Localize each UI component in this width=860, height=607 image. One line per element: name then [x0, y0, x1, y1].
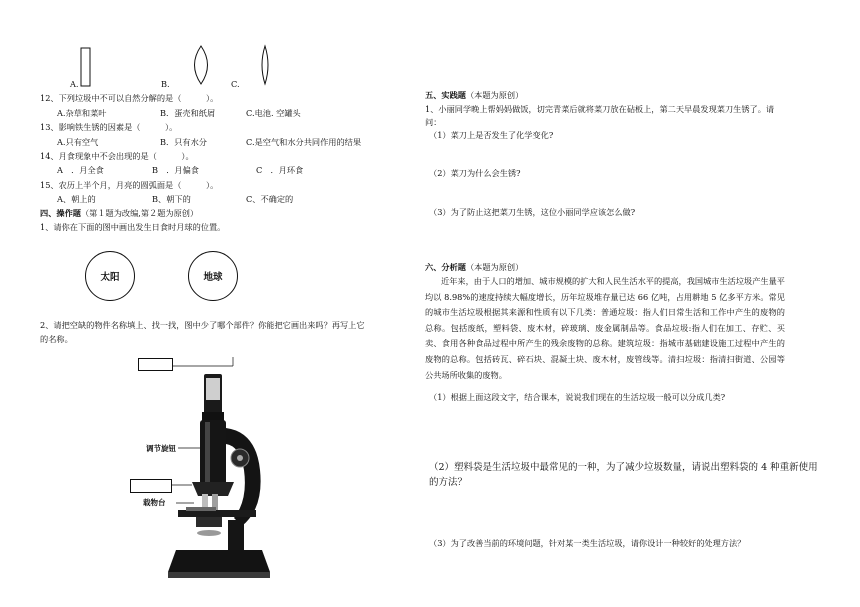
question-13-option-b: B．只有水分 [160, 137, 207, 147]
section-4-heading [40, 208, 198, 219]
sun-label: 太阳 [100, 272, 120, 283]
lens-label-b: B. [161, 79, 170, 89]
section-6-note: （本题为原创） [465, 262, 524, 272]
section-6-heading [425, 262, 523, 273]
analysis-subquestion-3: （3）为了改善当前的环境问题，针对某一类生活垃圾，请你设计一种较好的处理方法？ [429, 538, 746, 548]
question-12-stem: 12、下列垃圾中不可以自然分解的是（ ）。 [40, 93, 219, 103]
microscope-icon [130, 350, 290, 582]
question-12-option-b: B．蛋壳和纸屑 [160, 108, 216, 118]
practice-subquestion-2: （2）菜刀为什么会生锈? [429, 168, 521, 178]
thin-convex-lens-icon [256, 44, 274, 86]
section-4-title: 四、操作题 [40, 208, 81, 218]
question-15-stem: 15、农历上半个月，月亮的圆弧面是（ ）。 [40, 180, 219, 190]
question-15-option-c: C、不确定的 [246, 194, 294, 204]
question-15-option-b: B、朝下的 [152, 194, 191, 204]
lens-figure-a [78, 46, 96, 94]
question-12-option-a: A.杂草和菜叶 [57, 108, 107, 118]
section-4-note: （第１题为改编,第２题为原创） [80, 208, 199, 218]
practice-subquestion-1: （1）菜刀上是否发生了化学变化? [429, 130, 554, 140]
analysis-subquestion-2-line-2: 的方法？ [429, 477, 468, 488]
question-14-option-b: B ．月偏食 [152, 165, 199, 175]
analysis-paragraph-text: 近年来，由于人口的增加、城市规模的扩大和人民生活水平的提高，我国城市生活垃圾产生量平均以 8.98%的速度持续大幅度增长，历年垃圾堆存量已达 66 亿吨，占用耕地 5 亿多平方米。常见的城市生活垃圾根据其来源和性质有以下几类：普通垃圾：指人们日常生活和工作中产生的废物的总称。包括废纸，塑料袋、废木材，碎玻璃、废金属制品等。食品垃圾:指人们在加工、存贮、买卖、食用各种食品过程中所产生的残余废物的总称。建筑垃圾：指城市基础建设施工过程中产生的废物的总称。包括砖瓦、碎石块、混凝土块、废木材，废管线等。清扫垃圾：指清扫街道、公园等公共场所收集的废物。 [425, 276, 785, 380]
analysis-subquestion-1: （1）根据上面这段文字，结合课本，说说我们现在的生活垃圾一般可以分成几类? [429, 392, 726, 402]
blank-label-box-middle[interactable] [130, 479, 172, 493]
flat-glass-icon [78, 46, 96, 90]
earth-circle [188, 251, 238, 301]
microscope-figure [130, 350, 290, 582]
practice-question-line-1: 1、小丽同学晚上帮妈妈做饭，切完青菜后就将菜刀放在砧板上，第二天早晨发现菜刀生锈了。请 [425, 104, 775, 114]
practice-subquestion-3: （3）为了防止这把菜刀生锈，这位小丽同学应该怎么做? [429, 207, 636, 217]
question-15-option-a: A、朝上的 [57, 194, 96, 204]
question-12-option-c: C.电池. 空罐头 [246, 108, 301, 118]
lens-label-c: C. [231, 79, 240, 89]
lens-label-a: A. [70, 79, 79, 89]
label-adjust-knob: 调节旋钮 [146, 444, 176, 453]
question-14-stem: 14、月食现象中不会出现的是（ ）。 [40, 151, 194, 161]
label-stage: 载物台 [143, 498, 166, 507]
practice-question-line-2: 问： [425, 117, 442, 127]
earth-label: 地球 [203, 272, 223, 283]
convex-lens-icon [188, 44, 214, 86]
section-5-title: 五、实践题 [425, 90, 466, 100]
operation-question-2-line-2: 的名称。 [40, 334, 73, 344]
question-14-option-c: C ．月环食 [256, 165, 304, 175]
operation-question-1: 1、请你在下面的图中画出发生日食时月球的位置。 [40, 222, 226, 232]
blank-label-box-top[interactable] [138, 358, 173, 371]
analysis-subquestion-2-line-1: （2）塑料袋是生活垃圾中最常见的一种，为了减少垃圾数量，请说出塑料袋的 4 种重新使用 [429, 462, 818, 473]
section-5-heading [425, 90, 523, 101]
question-13-option-c: C.是空气和水分共同作用的结果 [246, 137, 362, 147]
question-14-option-a: A ．月全食 [57, 165, 104, 175]
operation-question-2-line-1: 2、请把空缺的物件名称填上、找一找，图中少了哪个部件？你能把它画出来吗？再写上它 [40, 320, 365, 330]
section-5-note: （本题为原创） [465, 90, 524, 100]
lens-figure-c [256, 44, 274, 90]
section-6-title: 六、分析题 [425, 262, 466, 272]
analysis-paragraph [425, 274, 785, 383]
sun-circle [85, 251, 135, 301]
question-13-option-a: A.只有空气 [57, 137, 99, 147]
question-13-stem: 13、影响铁生锈的因素是（ ）。 [40, 122, 178, 132]
lens-figure-b [188, 44, 214, 90]
